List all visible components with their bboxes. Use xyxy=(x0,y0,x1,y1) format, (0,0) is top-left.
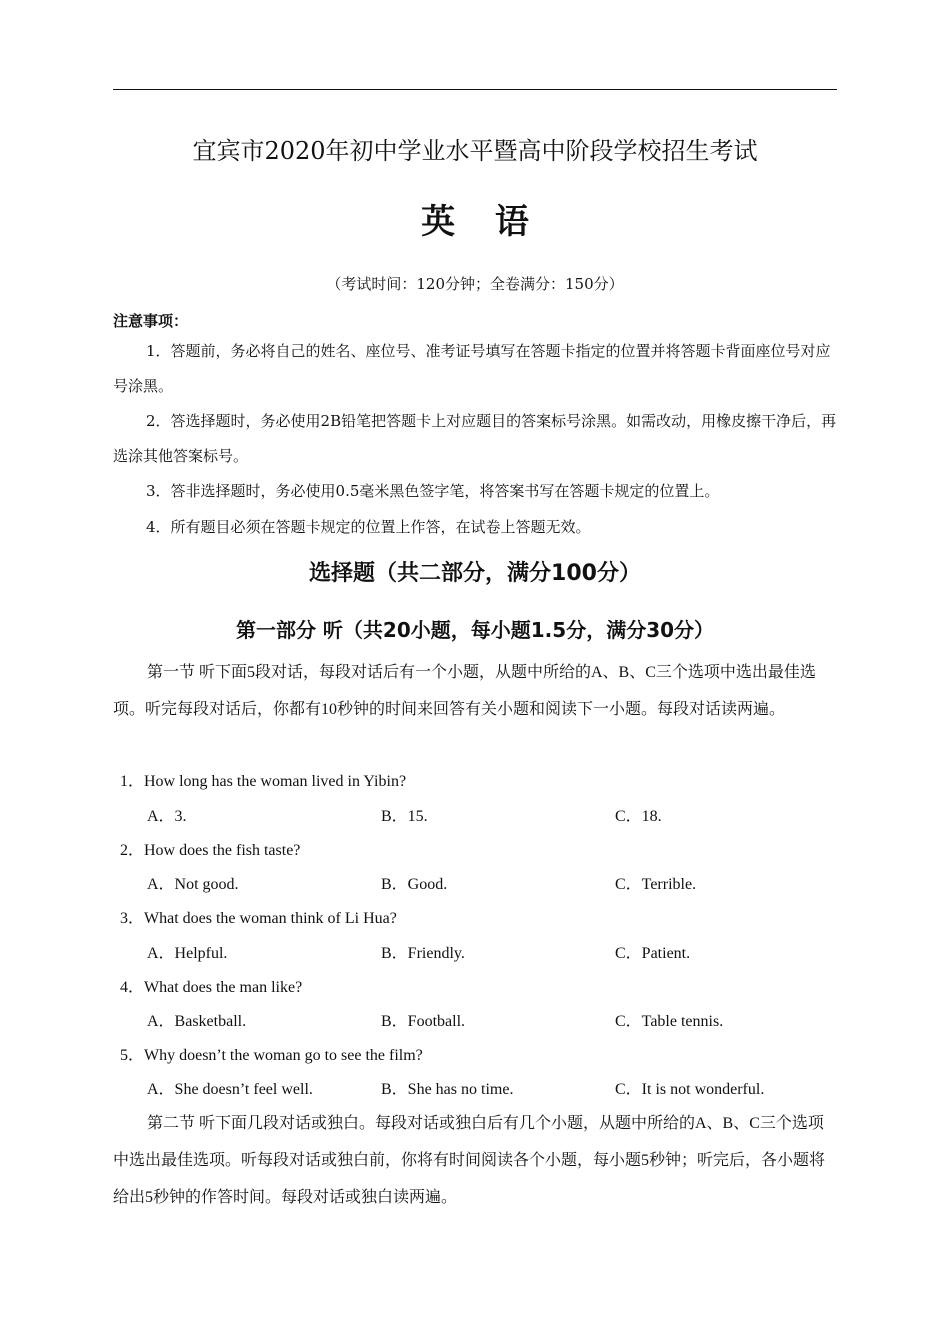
question-3-option-b: B．Friendly. xyxy=(381,945,465,962)
question-2-option-b: B．Good. xyxy=(381,876,448,893)
section2-intro: 第二节 听下面几段对话或独白。每段对话或独白后有几个小题，从题中所给的A、B、C三个选项中选出最佳选项。听每段对话或独白前，你将有时间阅读各个小题，每小题5秒钟；听完后，各小题将给出5秒钟的作答时间。每段对话或独白读两遍。 xyxy=(113,1115,826,1206)
question-5-option-c: C．It is not wonderful. xyxy=(615,1081,765,1098)
notice-item-3: 3．答非选择题时，务必使用0.5毫米黑色签字笔，将答案书写在答题卡规定的位置上。 xyxy=(146,482,720,500)
section-heading: 选择题（共二部分，满分100分） xyxy=(309,561,641,586)
question-2-option-c: C．Terrible. xyxy=(615,876,697,893)
notice-heading: 注意事项： xyxy=(113,312,189,330)
question-5-option-b: B．She has no time. xyxy=(381,1081,514,1098)
top-rule xyxy=(113,89,837,90)
question-1-option-a: A．3. xyxy=(147,808,187,825)
question-4: 4．What does the man like? xyxy=(120,979,303,996)
notice-item-4: 4．所有题目必须在答题卡规定的位置上作答，在试卷上答题无效。 xyxy=(146,518,591,536)
question-2: 2．How does the fish taste? xyxy=(120,842,301,859)
notice-item-2: 2．答选择题时，务必使用2B铅笔把答题卡上对应题目的答案标号涂黑。如需改动，用橡皮擦干净后，再选涂其他答案标号。 xyxy=(113,412,837,465)
question-3: 3．What does the woman think of Li Hua? xyxy=(120,910,397,927)
question-3-option-a: A．Helpful. xyxy=(147,945,228,962)
question-5: 5．Why doesn’t the woman go to see the film? xyxy=(120,1047,423,1064)
exam-title: 宜宾市2020年初中学业水平暨高中阶段学校招生考试 xyxy=(192,137,758,165)
question-1: 1．How long has the woman lived in Yibin? xyxy=(120,773,407,790)
subject-title: 英 语 xyxy=(421,202,543,242)
section1-intro: 第一节 听下面5段对话，每段对话后有一个小题，从题中所给的A、B、C三个选项中选出最佳选项。听完每段对话后，你都有10秒钟的时间来回答有关小题和阅读下一小题。每段对话读两遍。 xyxy=(113,664,816,718)
question-5-option-a: A．She doesn’t feel well. xyxy=(147,1081,313,1098)
part1-heading: 第一部分 听（共20小题，每小题1.5分，满分30分） xyxy=(235,618,715,642)
question-4-option-c: C．Table tennis. xyxy=(615,1013,724,1030)
question-3-option-c: C．Patient. xyxy=(615,945,691,962)
notice-item-1: 1．答题前，务必将自己的姓名、座位号、准考证号填写在答题卡指定的位置并将答题卡背面座位号对应号涂黑。 xyxy=(113,342,831,395)
question-1-option-c: C．18. xyxy=(615,808,662,825)
question-4-option-a: A．Basketball. xyxy=(147,1013,247,1030)
question-4-option-b: B．Football. xyxy=(381,1013,466,1030)
exam-meta: （考试时间：120分钟；全卷满分：150分） xyxy=(326,275,624,293)
question-1-option-b: B．15. xyxy=(381,808,428,825)
question-2-option-a: A．Not good. xyxy=(147,876,239,893)
